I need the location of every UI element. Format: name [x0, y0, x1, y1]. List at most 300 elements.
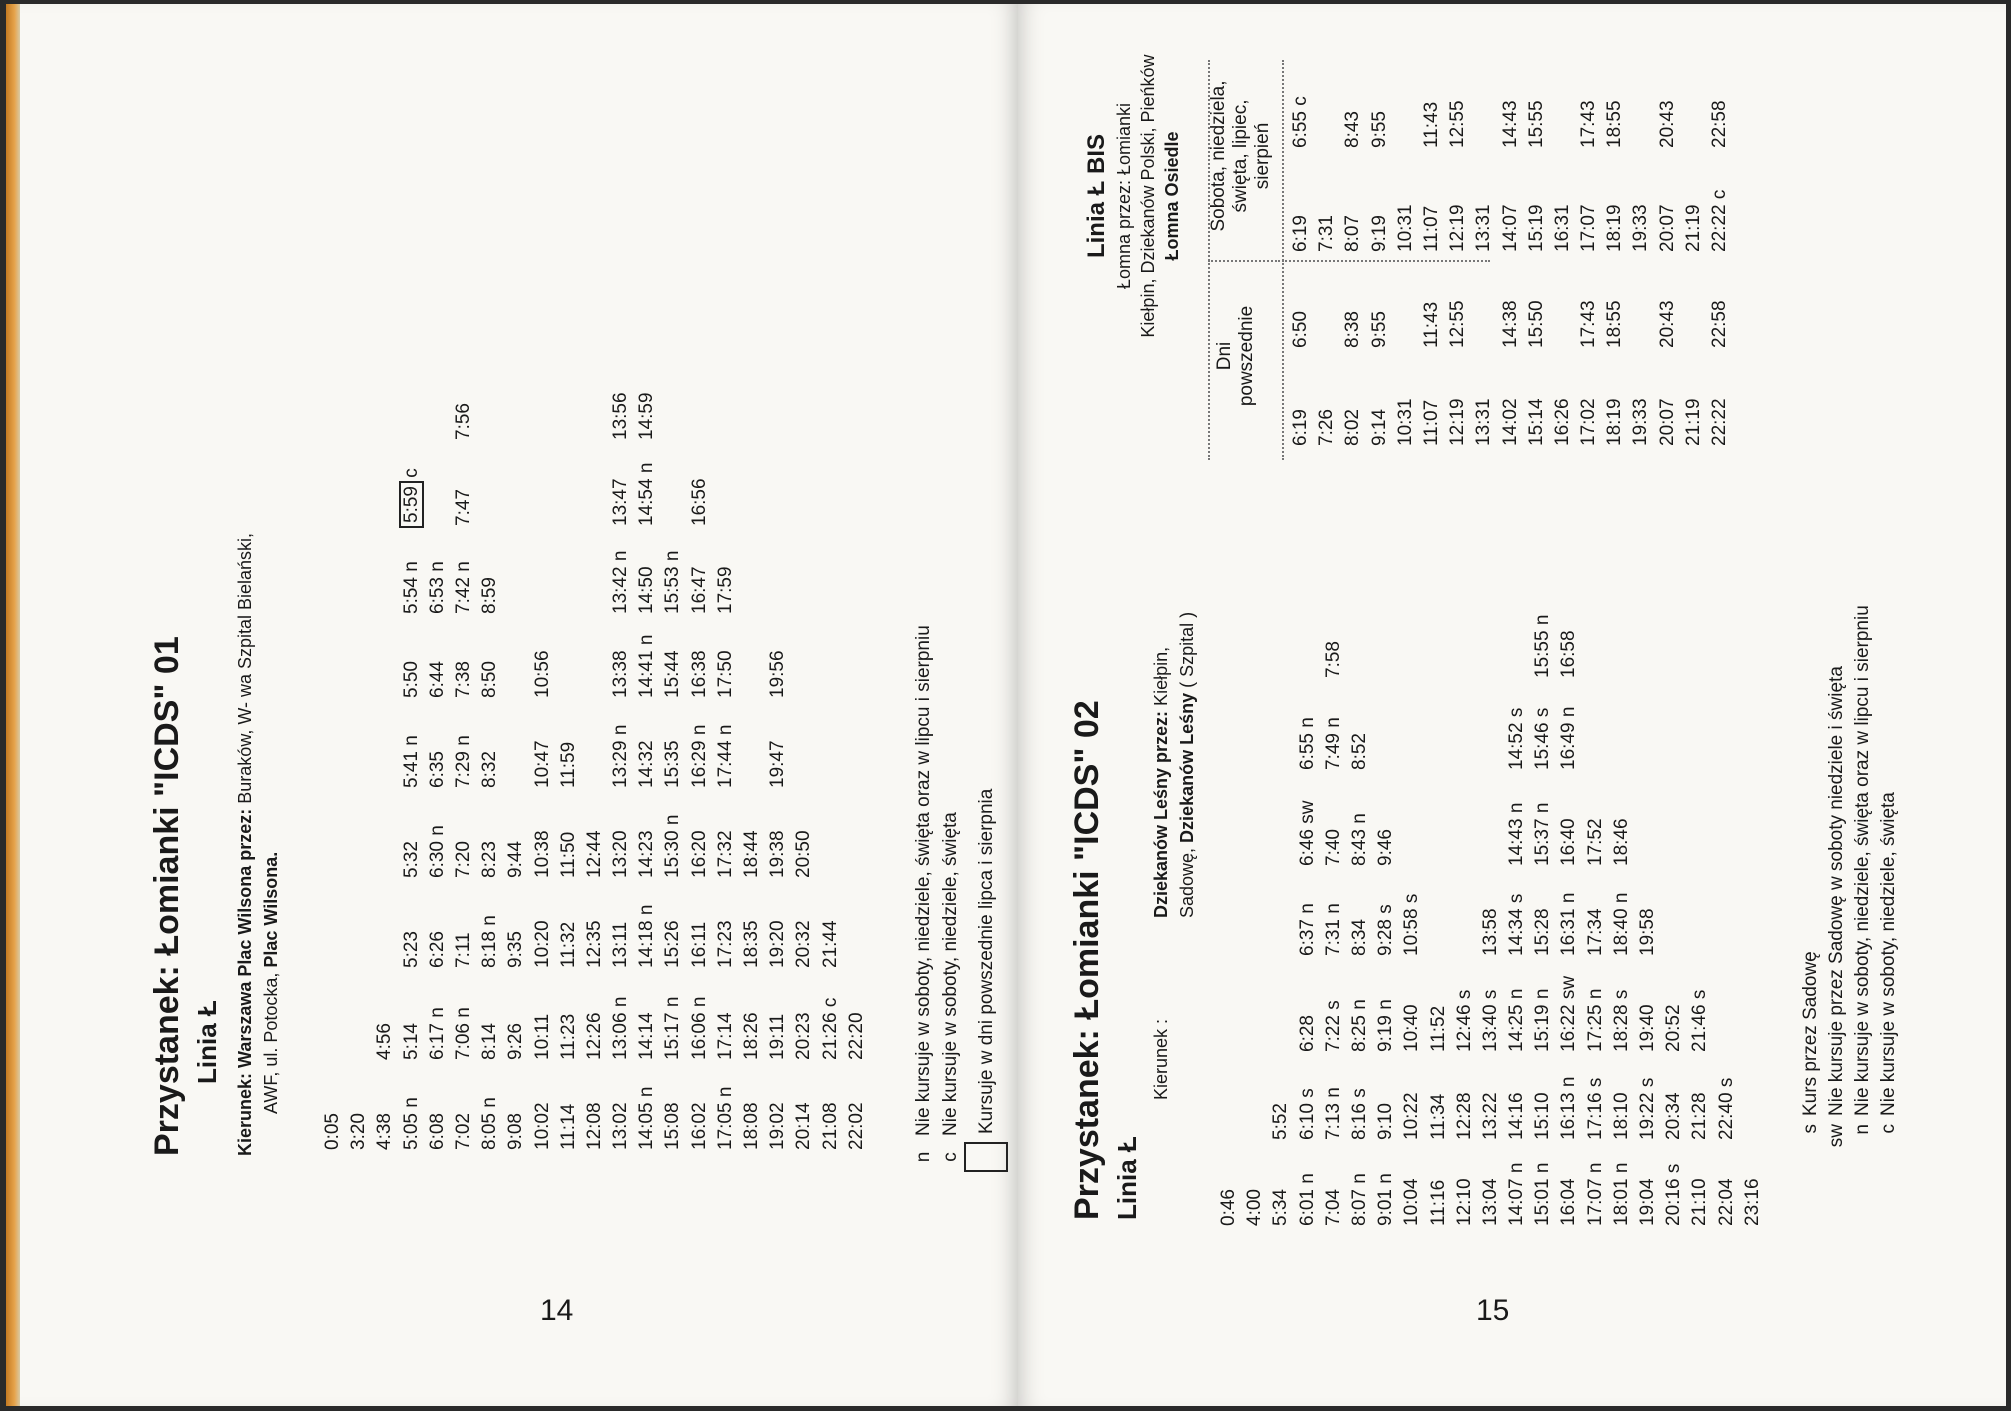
- departure-time: 5:34: [1270, 1189, 1292, 1226]
- empty-cell: [791, 360, 817, 440]
- empty-cell: [425, 360, 451, 440]
- empty-cell: [320, 878, 346, 968]
- departure-time: 9:46: [1375, 829, 1397, 866]
- empty-cell: [477, 360, 503, 440]
- departure-time: 4:56: [374, 1023, 396, 1060]
- time-column: [320, 614, 870, 698]
- departure-time: 12:35: [583, 920, 605, 968]
- departure-time: 8:59: [479, 577, 501, 614]
- time-column: [320, 526, 870, 614]
- empty-cell: [1478, 678, 1504, 770]
- empty-cell: [1740, 678, 1766, 770]
- empty-cell: [503, 360, 529, 440]
- empty-cell: [1714, 956, 1740, 1052]
- empty-cell: [346, 440, 372, 526]
- departure-time: 18:08: [741, 1102, 762, 1150]
- departure-time: 19:11: [767, 1013, 789, 1060]
- empty-cell: [1609, 598, 1635, 678]
- legend-item: [1824, 605, 1850, 1154]
- bis-destination: Łomna Osiedle: [1162, 131, 1182, 261]
- departure-time: 17:16 s: [1584, 1077, 1606, 1140]
- empty-cell: [372, 788, 398, 878]
- departure-time: 14:38: [1499, 300, 1521, 348]
- departure-time: 9:55: [1368, 311, 1390, 348]
- line-name: Linia Ł: [192, 1000, 222, 1084]
- empty-cell: [1373, 598, 1399, 678]
- departure-time: 17:07: [1578, 204, 1600, 252]
- departure-time: 11:07: [1420, 205, 1442, 252]
- departure-time: 11:23: [557, 1013, 579, 1060]
- departure-time: 9:19: [1368, 215, 1390, 252]
- departure-time: 19:38: [767, 830, 789, 878]
- time-column: [320, 1060, 870, 1150]
- empty-cell: [372, 614, 398, 698]
- departure-time: 16:40: [1558, 818, 1580, 866]
- departure-time: 19:33: [1630, 398, 1652, 446]
- departure-time: 15:10: [1532, 1092, 1554, 1140]
- empty-cell: [1681, 58, 1707, 148]
- departure-time: 15:14: [1525, 398, 1547, 446]
- departure-time: 6:44: [426, 661, 448, 698]
- time-column: [1288, 268, 1733, 348]
- bis-weekend-h3: sierpień: [1252, 122, 1273, 190]
- legend-symbol: n: [913, 1151, 934, 1163]
- empty-cell: [791, 526, 817, 614]
- departure-time: 6:01 n: [1296, 1173, 1318, 1226]
- departure-time: 5:05 n: [400, 1097, 422, 1150]
- departure-time: 15:50: [1525, 300, 1547, 348]
- departure-time: 21:44: [819, 920, 841, 968]
- empty-cell: [713, 440, 739, 526]
- departure-time: 11:59: [557, 741, 579, 788]
- empty-cell: [791, 440, 817, 526]
- departure-time: 7:04: [1322, 1189, 1344, 1226]
- departure-time: 9:28 s: [1375, 904, 1397, 956]
- departure-time: 19:20: [767, 920, 789, 968]
- departure-time: 15:53 n: [662, 550, 684, 614]
- departure-time: 8:18 n: [479, 915, 501, 968]
- empty-cell: [1714, 770, 1740, 866]
- empty-cell: [1268, 598, 1294, 678]
- empty-cell: [346, 698, 372, 788]
- empty-cell: [1478, 770, 1504, 866]
- departure-time: 14:54 n: [636, 462, 658, 526]
- empty-cell: [1242, 956, 1268, 1052]
- empty-cell: [346, 614, 372, 698]
- time-column: [1216, 866, 1766, 956]
- empty-cell: [1687, 678, 1713, 770]
- departure-time: 16:04: [1558, 1178, 1580, 1226]
- empty-cell: [1661, 678, 1687, 770]
- empty-cell: [477, 440, 503, 526]
- departure-time: 11:16: [1427, 1179, 1449, 1226]
- departure-time: 7:49 n: [1322, 717, 1344, 770]
- departure-time: 6:28: [1296, 1015, 1318, 1052]
- departure-time: 5:52: [1270, 1103, 1292, 1140]
- departure-time: 5:50: [400, 661, 422, 698]
- departure-time: 7:56: [452, 403, 474, 440]
- open-booklet: [6, 4, 2006, 1406]
- stop-title: Przystanek: Łomianki "ICDS" 02: [1068, 700, 1106, 1220]
- time-column: [1288, 148, 1733, 252]
- departure-time: 10:04: [1401, 1178, 1423, 1226]
- departure-time: 22:58: [1709, 100, 1730, 148]
- departure-time: 11:14: [557, 1103, 579, 1150]
- direction-bold: Dziekanów Leśny przez:: [1151, 705, 1171, 918]
- empty-cell: [1399, 598, 1425, 678]
- empty-cell: [1314, 268, 1340, 348]
- empty-cell: [765, 440, 791, 526]
- departure-time: 9:44: [505, 841, 527, 878]
- empty-cell: [530, 360, 556, 440]
- empty-cell: [1628, 268, 1654, 348]
- departure-time: 8:07: [1342, 215, 1364, 252]
- departure-time: 13:38: [610, 650, 632, 698]
- empty-cell: [425, 440, 451, 526]
- empty-cell: [1471, 58, 1497, 148]
- departure-time: 11:50: [557, 831, 579, 878]
- empty-cell: [791, 698, 817, 788]
- departure-time: 21:19: [1682, 398, 1704, 446]
- departure-time: 17:23: [714, 920, 736, 968]
- departure-time: 19:22 s: [1637, 1077, 1658, 1140]
- empty-cell: [791, 614, 817, 698]
- departure-time: 20:43: [1656, 100, 1678, 148]
- time-column: [1288, 58, 1733, 148]
- empty-cell: [503, 698, 529, 788]
- empty-cell: [1635, 598, 1661, 678]
- bis-weekend-header: [1208, 56, 1274, 256]
- direction-text: [1148, 612, 1200, 918]
- empty-cell: [1504, 598, 1530, 678]
- legend: [910, 625, 1008, 1178]
- departure-time: 10:31: [1394, 204, 1416, 252]
- bis-route-2: Kiełpin, Dziekanów Polski, Pieńków: [1138, 54, 1158, 338]
- empty-cell: [739, 698, 765, 788]
- empty-cell: [1635, 678, 1661, 770]
- legend-symbol: sw: [1826, 1124, 1847, 1148]
- departure-time: 7:42 n: [452, 561, 474, 614]
- departure-time: 22:40 s: [1715, 1077, 1737, 1140]
- empty-cell: [1661, 866, 1687, 956]
- departure-time: 7:06 n: [452, 1007, 474, 1060]
- empty-cell: [1628, 58, 1654, 148]
- direction-label: Kierunek :: [1151, 1018, 1171, 1100]
- line-name: Linia Ł: [1112, 1136, 1142, 1220]
- departure-time: 15:30 n: [662, 814, 684, 878]
- empty-cell: [372, 440, 398, 526]
- departure-time: 14:18 n: [636, 904, 658, 968]
- departure-time: 16:49 n: [1558, 706, 1580, 770]
- departure-time: 16:02: [688, 1102, 710, 1150]
- departure-time: 0:46: [1218, 1189, 1239, 1226]
- departure-time: 18:19: [1604, 204, 1626, 252]
- empty-cell: [1740, 956, 1766, 1052]
- bis-weekday-header: [1214, 266, 1258, 446]
- departure-time: 7:11: [452, 932, 474, 968]
- departure-time: 16:06 n: [688, 996, 710, 1060]
- departure-time: 4:38: [374, 1113, 396, 1150]
- departure-time: 14:25 n: [1506, 988, 1528, 1052]
- empty-cell: [1740, 770, 1766, 866]
- bis-header-divider: [1208, 260, 1280, 262]
- empty-cell: [1687, 598, 1713, 678]
- departure-time: 8:16 s: [1348, 1088, 1370, 1140]
- empty-cell: [1583, 678, 1609, 770]
- departure-time: 8:23: [479, 841, 501, 878]
- empty-cell: [530, 440, 556, 526]
- departure-time: 17:02: [1578, 398, 1600, 446]
- departure-time: 14:34 s: [1506, 893, 1528, 956]
- timetable-grid: [320, 360, 870, 1150]
- departure-time: 16:29 n: [688, 724, 710, 788]
- departure-time: 18:55: [1604, 100, 1626, 148]
- departure-time: 18:35: [741, 920, 762, 968]
- empty-cell: [1714, 598, 1740, 678]
- legend-text: Nie kursuje przez Sadowę w soboty niedziele i święta: [1826, 666, 1847, 1116]
- bis-weekend-h2: święta, lipiec,: [1230, 99, 1251, 213]
- departure-time: 14:50: [636, 566, 658, 614]
- empty-cell: [1471, 268, 1497, 348]
- departure-time: 12:46 s: [1453, 989, 1475, 1052]
- departure-time: 0:05: [322, 1113, 343, 1150]
- empty-cell: [1740, 866, 1766, 956]
- bis-column-divider: [1282, 260, 1490, 262]
- departure-time: 8:02: [1342, 409, 1364, 446]
- time-column: [320, 440, 870, 526]
- empty-cell: [1583, 598, 1609, 678]
- departure-time: 15:19: [1525, 204, 1547, 252]
- legend-text: Nie kursuje w soboty, niedziele, święta oraz w lipcu i sierpniu: [1852, 605, 1873, 1116]
- time-column: [1216, 1052, 1766, 1140]
- departure-time: 12:19: [1447, 204, 1469, 252]
- bis-route-1: Łomna przez: Łomianki: [1114, 102, 1134, 290]
- time-column: [1288, 348, 1733, 446]
- empty-cell: [1268, 678, 1294, 770]
- departure-time: 21:28: [1689, 1092, 1711, 1140]
- departure-time: 20:43: [1656, 300, 1678, 348]
- departure-time: 21:10: [1689, 1178, 1711, 1226]
- empty-cell: [818, 526, 844, 614]
- empty-cell: [660, 360, 686, 440]
- departure-time: 18:55: [1604, 300, 1626, 348]
- departure-time: 17:43: [1578, 100, 1600, 148]
- legend-text: Kursuje w dni powszednie lipca i sierpnia: [975, 788, 997, 1134]
- empty-cell: [1399, 770, 1425, 866]
- departure-time: 6:37 n: [1296, 903, 1318, 956]
- departure-time: 7:31: [1316, 215, 1338, 252]
- departure-time: 12:19: [1447, 398, 1469, 446]
- departure-time: 6:50: [1290, 311, 1311, 348]
- departure-time: 6:17 n: [426, 1007, 448, 1060]
- time-column: [1216, 678, 1766, 770]
- departure-time: 13:02: [610, 1102, 632, 1150]
- bis-weekday-h2: powszednie: [1236, 305, 1257, 407]
- empty-cell: [1347, 598, 1373, 678]
- empty-cell: [399, 360, 425, 440]
- departure-time: 20:50: [793, 830, 815, 878]
- departure-time: 3:20: [348, 1113, 370, 1150]
- direction-end: Dziekanów Leśny: [1177, 692, 1197, 843]
- page-number: 14: [540, 1294, 574, 1327]
- departure-time: 4:00: [1244, 1189, 1266, 1226]
- departure-time: 10:31: [1394, 398, 1416, 446]
- bis-header: [1082, 36, 1184, 356]
- departure-time: 14:52 s: [1506, 707, 1528, 770]
- departure-time: 13:47: [610, 478, 632, 526]
- departure-time: 17:14: [714, 1012, 736, 1060]
- empty-cell: [1314, 58, 1340, 148]
- departure-time: 6:55 n: [1296, 717, 1318, 770]
- departure-time: 15:44: [662, 650, 684, 698]
- departure-time: 12:26: [583, 1012, 605, 1060]
- empty-cell: [1295, 598, 1321, 678]
- time-column: [1216, 956, 1766, 1052]
- departure-time: 19:58: [1637, 908, 1658, 956]
- empty-cell: [582, 360, 608, 440]
- empty-cell: [1242, 770, 1268, 866]
- bis-weekday-grid: [1288, 268, 1733, 446]
- departure-time: 16:47: [688, 566, 710, 614]
- empty-cell: [320, 614, 346, 698]
- time-column: [320, 968, 870, 1060]
- departure-time: 14:59: [636, 392, 658, 440]
- time-column: [320, 878, 870, 968]
- empty-cell: [1452, 598, 1478, 678]
- departure-time: 19:33: [1630, 204, 1652, 252]
- departure-time: 15:19 n: [1532, 988, 1554, 1052]
- empty-cell: [1426, 866, 1452, 956]
- departure-time: 21:19: [1682, 204, 1704, 252]
- departure-time: 17:34: [1584, 908, 1606, 956]
- empty-cell: [844, 526, 870, 614]
- empty-cell: [1216, 956, 1242, 1052]
- departure-time: 22:20: [845, 1012, 867, 1060]
- departure-time: 19:40: [1637, 1004, 1658, 1052]
- empty-cell: [1268, 770, 1294, 866]
- empty-cell: [372, 360, 398, 440]
- empty-cell: [1661, 598, 1687, 678]
- departure-time: 5:32: [400, 841, 422, 878]
- departure-time: 12:08: [583, 1102, 605, 1150]
- departure-time: 9:08: [505, 1113, 527, 1150]
- empty-cell: [818, 698, 844, 788]
- departure-time: 17:43: [1578, 300, 1600, 348]
- departure-time: 11:07: [1420, 399, 1442, 446]
- empty-cell: [844, 360, 870, 440]
- departure-time: 10:40: [1401, 1004, 1423, 1052]
- departure-time: 11:43: [1420, 101, 1442, 148]
- departure-time: 16:31 n: [1558, 892, 1580, 956]
- departure-time: 9:26: [505, 1023, 527, 1060]
- departure-time: 13:42 n: [610, 550, 632, 614]
- departure-time: 11:34: [1427, 1093, 1449, 1140]
- page-15-rotated-content: [1018, 4, 2006, 1406]
- empty-cell: [713, 360, 739, 440]
- empty-cell: [1426, 678, 1452, 770]
- departure-time: 18:01 n: [1610, 1162, 1632, 1226]
- legend-symbol: s: [1800, 1124, 1821, 1134]
- departure-time: 8:32: [479, 751, 501, 788]
- departure-time: 20:23: [793, 1012, 815, 1060]
- empty-cell: [556, 526, 582, 614]
- departure-time: 21:46 s: [1689, 989, 1711, 1052]
- departure-time: 6:46 sw: [1296, 800, 1318, 866]
- departure-time: 10:11: [531, 1013, 553, 1060]
- departure-time: 12:55: [1447, 300, 1469, 348]
- departure-time: 18:10: [1610, 1092, 1632, 1140]
- empty-cell: [818, 360, 844, 440]
- departure-time: 16:58: [1558, 630, 1580, 678]
- departure-time: 15:55: [1525, 100, 1547, 148]
- empty-cell: [739, 360, 765, 440]
- legend-text: Nie kursuje w soboty, niedziele, święta: [1878, 792, 1899, 1116]
- empty-cell: [1216, 866, 1242, 956]
- legend-text: Nie kursuje w soboty, niedziele, święta: [940, 812, 961, 1136]
- departure-time: 21:26 c: [819, 997, 841, 1060]
- empty-cell: [1681, 268, 1707, 348]
- departure-time: 15:37 n: [1532, 802, 1554, 866]
- bis-weekday-h1: Dni: [1214, 341, 1235, 371]
- time-column: [1216, 1140, 1766, 1226]
- empty-cell: [503, 526, 529, 614]
- empty-cell: [1426, 770, 1452, 866]
- departure-time: 20:07: [1656, 204, 1678, 252]
- departure-time: 21:08: [819, 1102, 841, 1150]
- departure-time: 11:52: [1427, 1005, 1449, 1052]
- time-column: [320, 360, 870, 440]
- time-column: [1216, 598, 1766, 678]
- empty-cell: [765, 526, 791, 614]
- empty-cell: [372, 698, 398, 788]
- departure-time: 17:44 n: [714, 724, 736, 788]
- departure-time: 5:14: [400, 1023, 422, 1060]
- empty-cell: [582, 526, 608, 614]
- empty-cell: [346, 878, 372, 968]
- departure-time: 9:55: [1368, 111, 1390, 148]
- departure-time: 15:35: [662, 740, 684, 788]
- page-15: [1018, 4, 2006, 1406]
- empty-cell: [1426, 598, 1452, 678]
- departure-time: 14:07 n: [1506, 1162, 1528, 1226]
- departure-time: 8:05 n: [479, 1097, 501, 1150]
- empty-cell: [844, 788, 870, 878]
- cover-edge: [6, 4, 20, 1406]
- departure-time: 7:13 n: [1322, 1087, 1344, 1140]
- legend-item: [1850, 605, 1876, 1154]
- empty-cell: [1609, 678, 1635, 770]
- timetable-grid: [1216, 598, 1766, 1226]
- empty-cell: [1268, 956, 1294, 1052]
- bis-timetable: [1018, 6, 1730, 466]
- departure-time: 13:04: [1479, 1178, 1501, 1226]
- departure-time: 7:26: [1316, 409, 1338, 446]
- direction-label: Kierunek: Warszawa Plac Wilsona przez:: [235, 803, 255, 1156]
- empty-cell: [687, 360, 713, 440]
- page-14: [20, 4, 1018, 1406]
- empty-cell: [739, 614, 765, 698]
- departure-time: 7:22 s: [1322, 1000, 1344, 1052]
- empty-cell: [320, 788, 346, 878]
- departure-time: 6:19: [1290, 215, 1311, 252]
- empty-cell: [372, 526, 398, 614]
- departure-time: 10:02: [531, 1102, 553, 1150]
- departure-time: 16:26: [1551, 398, 1573, 446]
- departure-time: 20:32: [793, 920, 815, 968]
- departure-time: 14:32: [636, 740, 658, 788]
- departure-time: 18:28 s: [1610, 989, 1632, 1052]
- empty-cell: [346, 360, 372, 440]
